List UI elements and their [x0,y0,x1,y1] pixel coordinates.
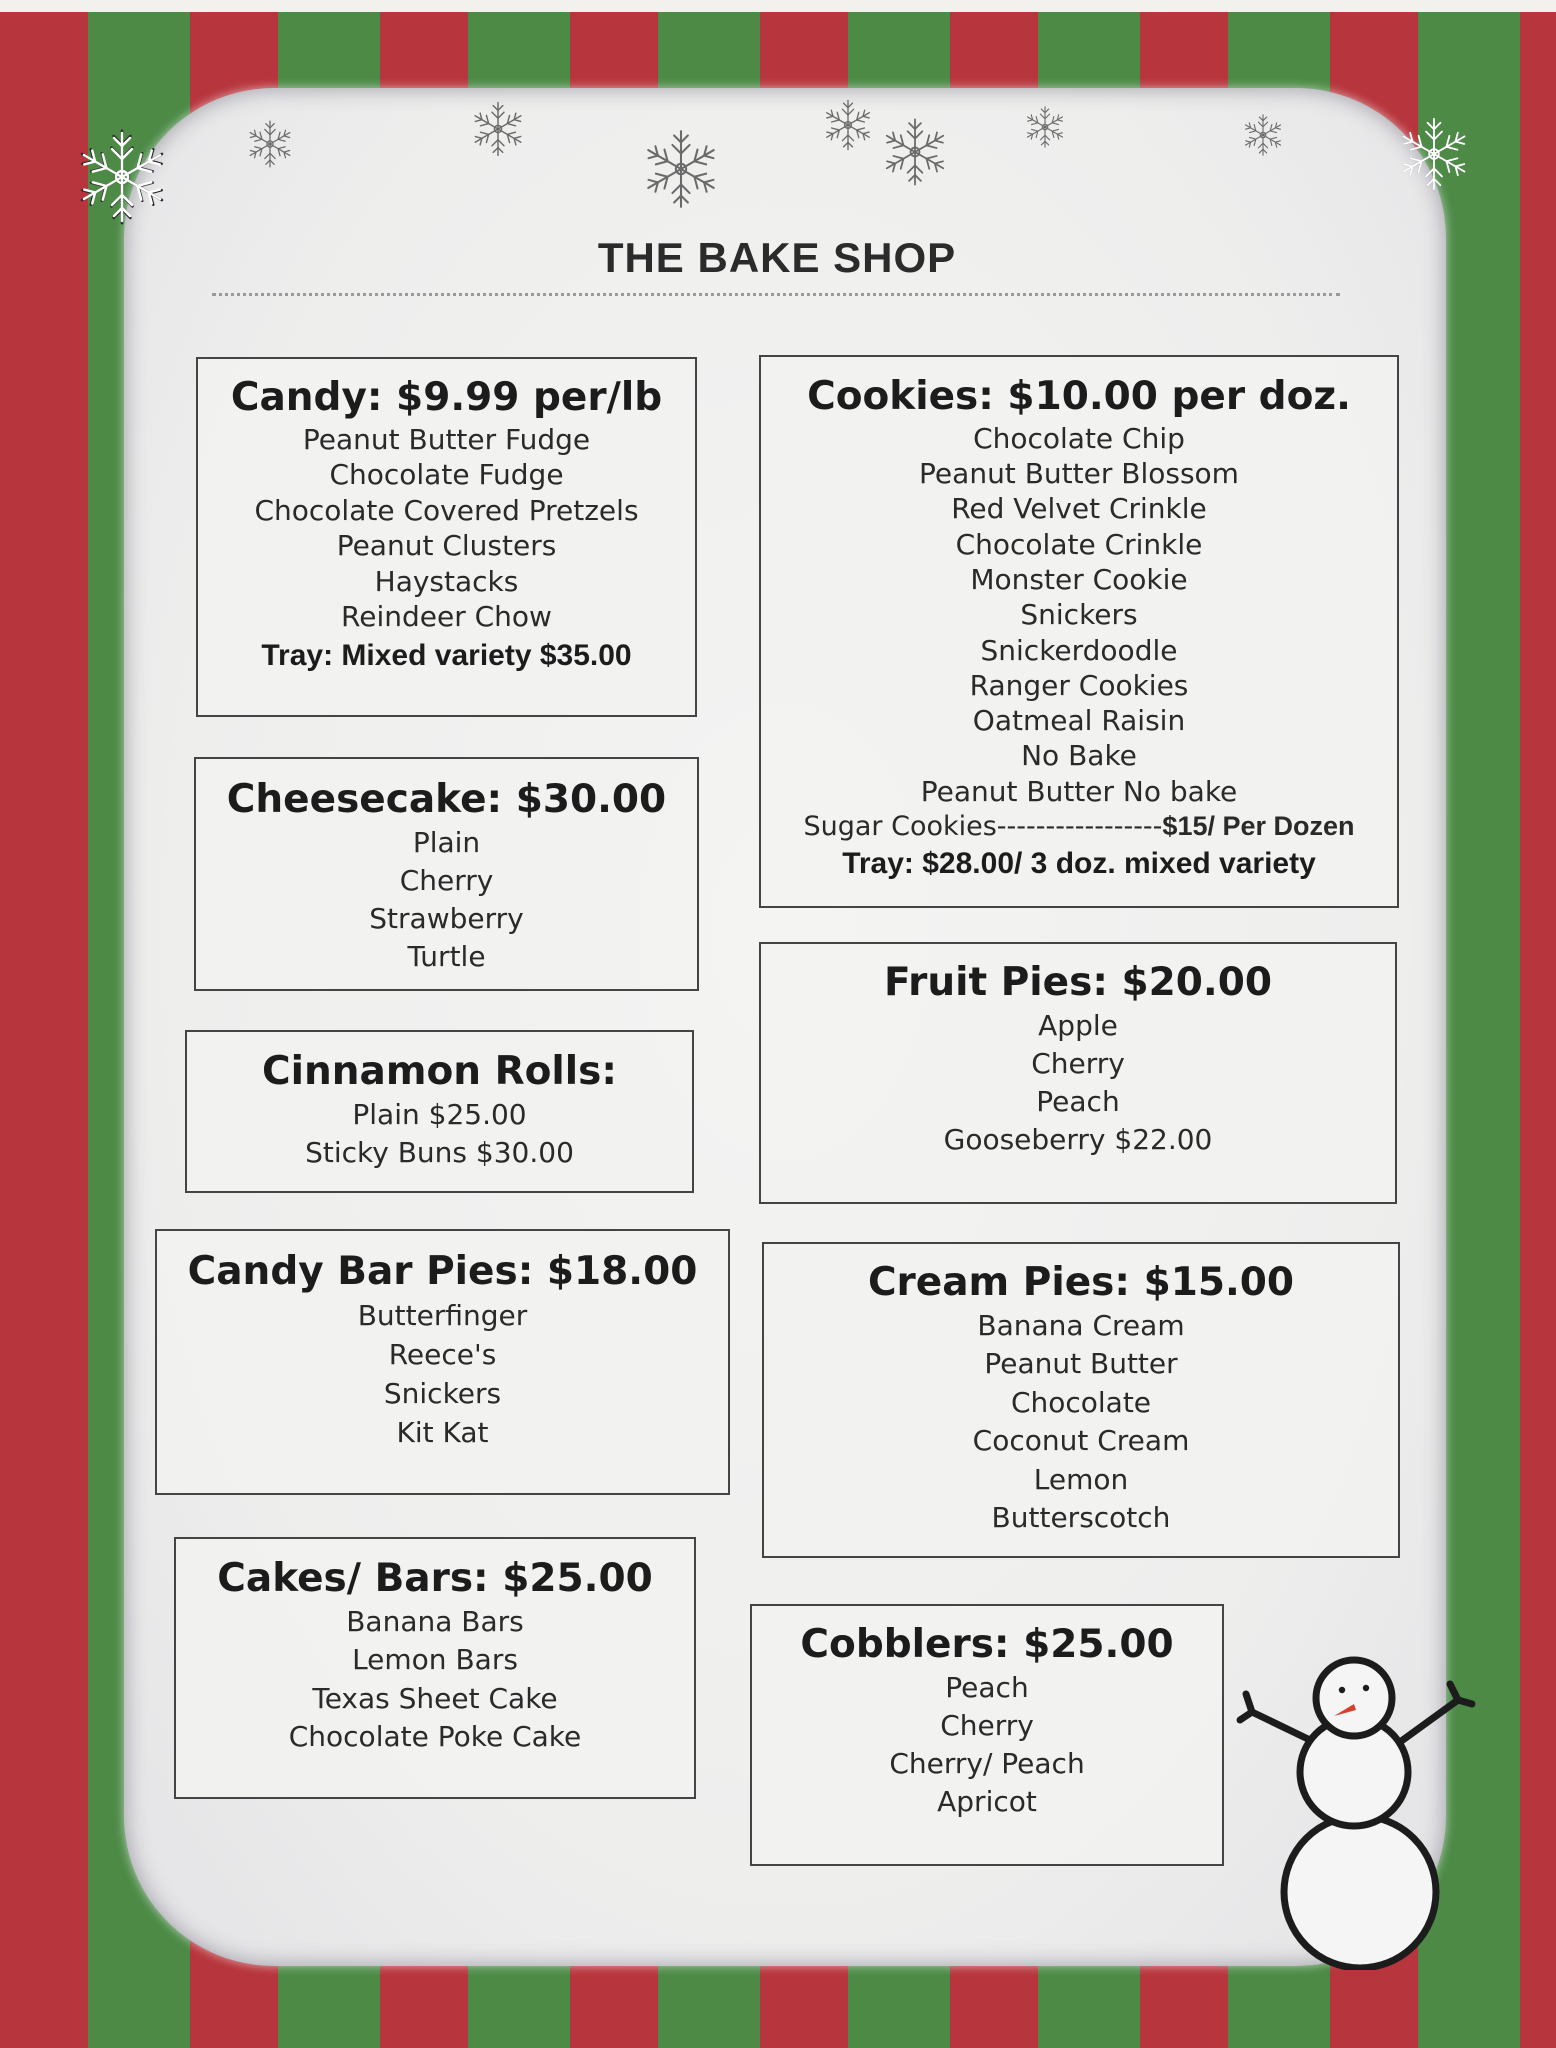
section-heading: Cobblers: $25.00 [800,1622,1174,1667]
list-item: Chocolate Poke Cake [288,1720,582,1754]
list-item: Strawberry [369,901,524,935]
list-item: Peanut Clusters [336,529,557,563]
list-item: Gooseberry $22.00 [943,1122,1213,1156]
snowflake-icon [638,122,724,216]
cobblers-section [750,1604,1224,1866]
snowflake-icon [468,98,528,160]
section-heading: Cinnamon Rolls: [262,1049,617,1094]
list-item: Kit Kat [396,1415,489,1449]
list-item: Chocolate Covered Pretzels [254,493,639,527]
list-item: Reindeer Chow [341,600,552,634]
list-item: Butterscotch [991,1501,1171,1535]
tray-price: Tray: Mixed variety $35.00 [261,638,632,672]
list-item: Cherry [940,1708,1034,1742]
snowflake-icon [72,122,172,232]
list-item: Cherry [399,863,494,897]
list-item: Ranger Cookies [969,668,1189,702]
list-item: Turtle [407,939,486,973]
list-item: Peanut Butter Blossom [919,457,1239,491]
list-item: Coconut Cream [972,1424,1190,1458]
list-item: Apple [1038,1008,1118,1042]
snowflake-icon [1394,108,1474,200]
list-item: Chocolate Crinkle [955,527,1203,561]
section-heading: Cheesecake: $30.00 [226,777,667,822]
snowman-icon [1232,1650,1482,1970]
list-item: Banana Cream [977,1308,1185,1342]
title-divider [212,293,1340,296]
cookies-section [759,355,1399,908]
list-item: Monster Cookie [970,562,1188,596]
list-item: Plain $25.00 [352,1097,527,1131]
snowflake-icon [1240,110,1286,160]
section-heading: Cream Pies: $15.00 [867,1260,1295,1305]
list-item: Chocolate Chip [973,421,1185,455]
list-item: Apricot [937,1784,1037,1818]
list-item: Texas Sheet Cake [312,1681,558,1715]
page-title: THE BAKE SHOP [597,234,957,281]
cream-pies-section [762,1242,1400,1558]
snowflake-icon [878,114,952,190]
list-item: Chocolate Fudge [329,458,564,492]
list-item: Peanut Butter No bake [920,774,1238,808]
sugar-cookies-label: Sugar Cookies----------------- [803,811,1163,843]
list-item: Lemon Bars [352,1643,518,1677]
list-item: No Bake [1021,739,1137,773]
list-item: Plain [412,825,481,859]
list-item: Reece's [388,1337,497,1371]
snowflake-icon [820,96,876,154]
list-item: Lemon [1033,1462,1129,1496]
sugar-cookies-line [761,809,1397,844]
snowflake-icon [1022,102,1068,152]
tray-price: Tray: $28.00/ 3 doz. mixed variety [842,847,1316,881]
fruit-pies-section [759,942,1397,1204]
section-heading: Candy: $9.99 per/lb [230,375,663,420]
list-item: Peanut Butter [984,1347,1178,1381]
list-item: Snickers [1020,598,1138,632]
section-heading: Candy Bar Pies: $18.00 [187,1249,698,1294]
snowflake-icon [244,118,296,170]
list-item: Sticky Buns $30.00 [305,1135,574,1169]
list-item: Butterfinger [357,1298,528,1332]
section-heading: Cookies: $10.00 per doz. [807,374,1351,419]
candy-bar-pies-section [155,1229,730,1495]
list-item: Cherry/ Peach [889,1746,1085,1780]
list-item: Red Velvet Crinkle [951,492,1207,526]
candy-section [196,357,697,717]
list-item: Peach [945,1670,1029,1704]
cakes-bars-section [174,1537,696,1799]
list-item: Cherry [1031,1046,1125,1080]
list-item: Snickerdoodle [980,633,1178,667]
list-item: Peanut Butter Fudge [302,422,591,456]
cinnamon-rolls-section [185,1030,694,1193]
list-item: Banana Bars [346,1604,524,1638]
cheesecake-section [194,757,699,991]
list-item: Snickers [383,1376,502,1410]
sugar-cookies-price: $15/ Per Dozen [1162,811,1355,842]
list-item: Chocolate [1010,1385,1152,1419]
section-heading: Cakes/ Bars: $25.00 [217,1556,653,1601]
list-item: Haystacks [374,564,519,598]
list-item: Peach [1036,1084,1120,1118]
list-item: Oatmeal Raisin [972,704,1186,738]
section-heading: Fruit Pies: $20.00 [883,960,1273,1005]
